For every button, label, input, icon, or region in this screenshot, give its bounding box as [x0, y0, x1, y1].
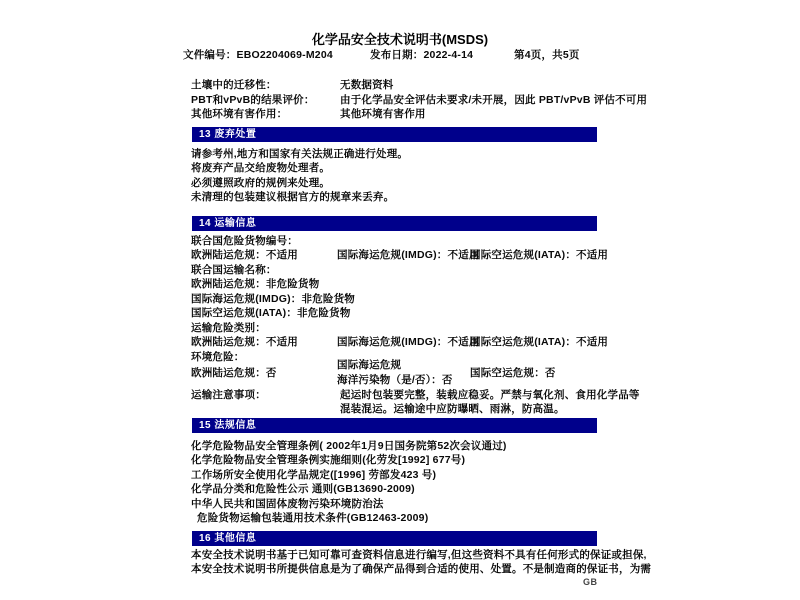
footer-gb-mark: GB [583, 577, 598, 587]
env-row-label: 其他环境有害作用： [191, 108, 288, 120]
page-number-info: 第4页，共5页 [514, 49, 580, 61]
env-hazard-col2-line1: 国际海运危规 [337, 359, 402, 371]
regulation-line: 中华人民共和国固体废物污染环境防治法 [191, 498, 384, 510]
regulation-line: 化学危险物品安全管理条例实施细则(化劳发[1992] 677号) [191, 454, 466, 466]
section-15-header-bar: 15 法规信息 [192, 418, 597, 433]
un-number-col1: 欧洲陆运危规：不适用 [191, 249, 298, 261]
env-row-label: PBT和vPvB的结果评价： [191, 94, 315, 106]
section-14-header-bar: 14 运输信息 [192, 216, 597, 231]
section-13-line: 将废弃产品交给废物处理者。 [191, 162, 331, 174]
section-16-header-bar: 16 其他信息 [192, 531, 597, 546]
env-row-value: 其他环境有害作用 [340, 108, 426, 120]
hazard-class-col2: 国际海运危规(IMDG)：不适用 [337, 336, 480, 348]
env-row-value: 由于化学品安全评估未要求/未开展，因此 PBT/vPvB 评估不可用 [340, 94, 648, 106]
precaution-line: 混装混运。运输途中应防曝晒、雨淋，防高温。 [340, 403, 565, 415]
regulation-line: 化学品分类和危险性公示 通则(GB13690-2009) [191, 483, 415, 495]
page-title: 化学品安全技术说明书(MSDS) [311, 32, 489, 47]
section-13-line: 必须遵照政府的规例来处理。 [191, 177, 331, 189]
env-hazard-col3: 国际空运危规：否 [470, 367, 556, 379]
issue-date: 发布日期：2022-4-14 [370, 49, 474, 61]
other-info-line: 本安全技术说明书所提供信息是为了确保产品得到合适的使用、处置。不是制造商的保证书，为需 [191, 563, 652, 575]
hazard-class-col3: 国际空运危规(IATA)：不适用 [470, 336, 609, 348]
regulation-line: 工作场所安全使用化学品规定([1996] 劳部发423 号) [191, 469, 437, 481]
un-number-col2: 国际海运危规(IMDG)：不适用 [337, 249, 480, 261]
hazard-class-col1: 欧洲陆运危规：不适用 [191, 336, 298, 348]
doc-number: 文件编号：EBO2204069-M204 [183, 49, 333, 61]
env-row-value: 无数据资料 [340, 79, 394, 91]
hazard-class-label: 运输危险类别： [191, 322, 266, 334]
un-number-col3: 国际空运危规(IATA)：不适用 [470, 249, 609, 261]
shipping-name-line: 国际海运危规(IMDG)：非危险货物 [191, 293, 356, 305]
env-row-label: 土壤中的迁移性： [191, 79, 277, 91]
precaution-label: 运输注意事项： [191, 389, 266, 401]
section-13-line: 请参考州,地方和国家有关法规正确进行处理。 [191, 148, 409, 160]
precaution-line: 起运时包装要完整，装载应稳妥。严禁与氧化剂、食用化学品等 [340, 389, 640, 401]
shipping-name-line: 欧洲陆运危规：非危险货物 [191, 278, 320, 290]
shipping-name-label: 联合国运输名称： [191, 264, 277, 276]
other-info-line: 本安全技术说明书基于已知可靠可查资料信息进行编写,但这些资料不具有任何形式的保证或担保, [191, 549, 647, 561]
shipping-name-line: 国际空运危规(IATA)：非危险货物 [191, 307, 351, 319]
regulation-line: 化学危险物品安全管理条例( 2002年1月9日国务院第52次会议通过) [191, 440, 507, 452]
un-number-label: 联合国危险货物编号： [191, 235, 298, 247]
env-hazard-col2-line2: 海洋污染物（是/否）：否 [337, 374, 453, 386]
env-hazard-label: 环境危险： [191, 351, 245, 363]
regulation-line: 危险货物运输包装通用技术条件(GB12463-2009) [197, 512, 429, 524]
section-13-line: 未清理的包装建议根据官方的规章来丢弃。 [191, 191, 395, 203]
env-hazard-col1: 欧洲陆运危规：否 [191, 367, 277, 379]
section-13-header-bar: 13 废弃处置 [192, 127, 597, 142]
